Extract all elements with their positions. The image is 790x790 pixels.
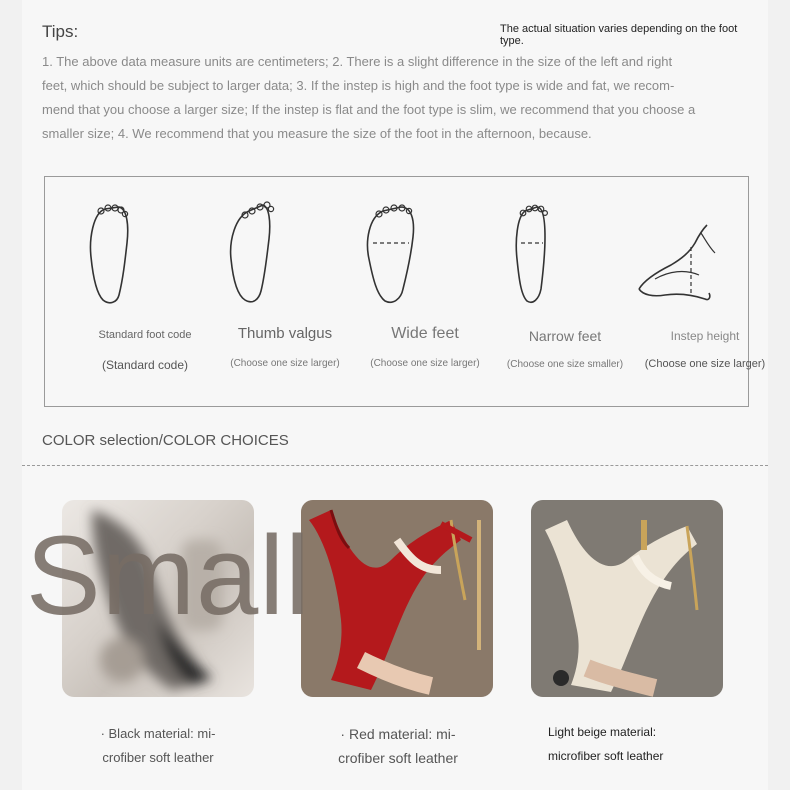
wide-foot-icon <box>355 199 435 309</box>
red-shoe-illustration <box>301 500 493 697</box>
tips-line: feet, which should be subject to larger data; 3. If the instep is high and the foot type is wide and fat, we recom- <box>42 78 675 93</box>
tips-title: Tips: <box>42 22 79 41</box>
foot-type-advice: (Choose one size smaller) <box>506 359 624 370</box>
caption-line: crofiber soft leather <box>338 750 458 766</box>
instep-height-icon <box>635 199 735 309</box>
foot-type-instep-height <box>635 177 775 407</box>
color-section-title: COLOR selection/COLOR CHOICES <box>42 432 289 449</box>
caption-line: microfiber soft leather <box>548 749 664 763</box>
beige-shoe-image[interactable] <box>531 500 723 697</box>
black-color-caption <box>82 722 234 770</box>
beige-shoe-illustration <box>531 500 723 697</box>
beige-color-caption <box>548 720 708 768</box>
foot-type-label: Standard foot code <box>98 329 192 341</box>
tips-body <box>42 50 742 146</box>
foot-type-advice: (Choose one size larger) <box>370 358 480 369</box>
foot-type-advice: (Standard code) <box>101 358 189 372</box>
foot-type-standard <box>75 177 215 407</box>
narrow-foot-icon <box>495 199 575 309</box>
tips-line: mend that you choose a larger size; If the instep is flat and the foot type is slim, we recommend that you choose a <box>42 102 696 117</box>
foot-type-note: The actual situation varies depending on the foot type. <box>500 23 738 47</box>
caption-line: Light beige material: <box>548 725 657 739</box>
foot-type-label: Narrow feet <box>528 328 602 344</box>
watermark-text: Small <box>26 513 312 638</box>
red-shoe-image[interactable] <box>301 500 493 697</box>
caption-line: · Red material: mi- <box>340 726 456 742</box>
foot-type-label: Thumb valgus <box>237 325 333 342</box>
foot-type-advice: (Choose one size larger) <box>230 358 340 369</box>
thumb-valgus-foot-icon <box>215 199 295 309</box>
foot-type-wide <box>355 177 495 407</box>
foot-type-thumb-valgus <box>215 177 355 407</box>
foot-type-label: Instep height <box>670 329 740 343</box>
foot-type-panel <box>44 176 766 407</box>
section-divider <box>22 465 768 466</box>
caption-line: · Black material: mi- <box>100 726 216 741</box>
tips-line: 1. The above data measure units are centimeters; 2. There is a slight difference in the size of the left and right <box>42 54 673 69</box>
foot-type-label: Wide feet <box>391 325 459 342</box>
red-color-caption <box>318 722 478 770</box>
tips-line: smaller size; 4. We recommend that you measure the size of the foot in the afternoon, because. <box>42 126 592 141</box>
foot-type-narrow <box>495 177 635 407</box>
foot-type-advice: (Choose one size larger) <box>644 358 766 370</box>
standard-foot-icon <box>75 199 155 309</box>
caption-line: crofiber soft leather <box>102 750 214 765</box>
